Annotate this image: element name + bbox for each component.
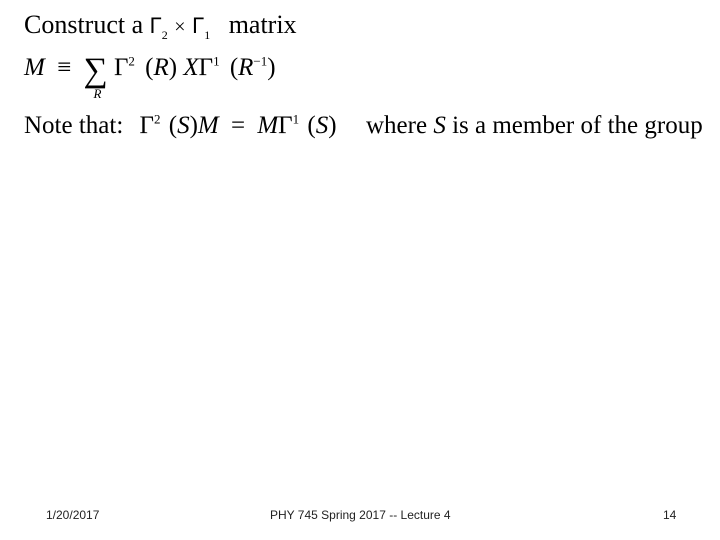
gamma-2: $\Gamma^2$ [113,53,135,81]
var-S: S [433,112,446,139]
gamma-symbol: Γ [192,13,205,38]
footer-page-number: 14 [663,508,677,522]
sum-symbol: ∑ R [83,52,108,101]
gamma-subscript-1: 1 [204,28,211,43]
note-var-M2: M [257,112,279,139]
footer-course: PHY 745 Spring 2017 -- Lecture 4 [270,508,451,522]
note-arg-S2: (S) [307,112,337,139]
construct-suffix: matrix [228,10,297,39]
note-equals: = [230,112,246,139]
gamma-subscript-2: 2 [161,28,168,43]
sum-index: R [93,86,102,101]
var-X: X [183,54,199,81]
arg-R-inverse: $(R^{-1})$ [229,53,276,81]
construct-prefix: Construct a [24,10,144,39]
gamma-symbol: Γ [149,13,162,38]
where-rest: is a member of the group [452,112,703,139]
var-M: M [24,54,45,81]
definition-equation [24,52,276,101]
note-gamma-1: $\Gamma^1$ [278,111,300,139]
note-var-M: M [197,112,219,139]
note-line [24,112,337,140]
where-text: where [366,112,428,139]
note-label: Note that: [24,112,124,139]
where-clause [366,112,703,140]
gamma-1: $\Gamma^1$ [198,53,220,81]
note-arg-S: (S) [168,112,198,139]
note-gamma-2: $\Gamma^2$ [139,111,161,139]
times-symbol: × [174,16,186,38]
construct-line [24,10,297,43]
equiv-symbol: ≡ [57,54,72,81]
footer-date: 1/20/2017 [46,508,100,522]
arg-R: (R) [145,54,178,81]
